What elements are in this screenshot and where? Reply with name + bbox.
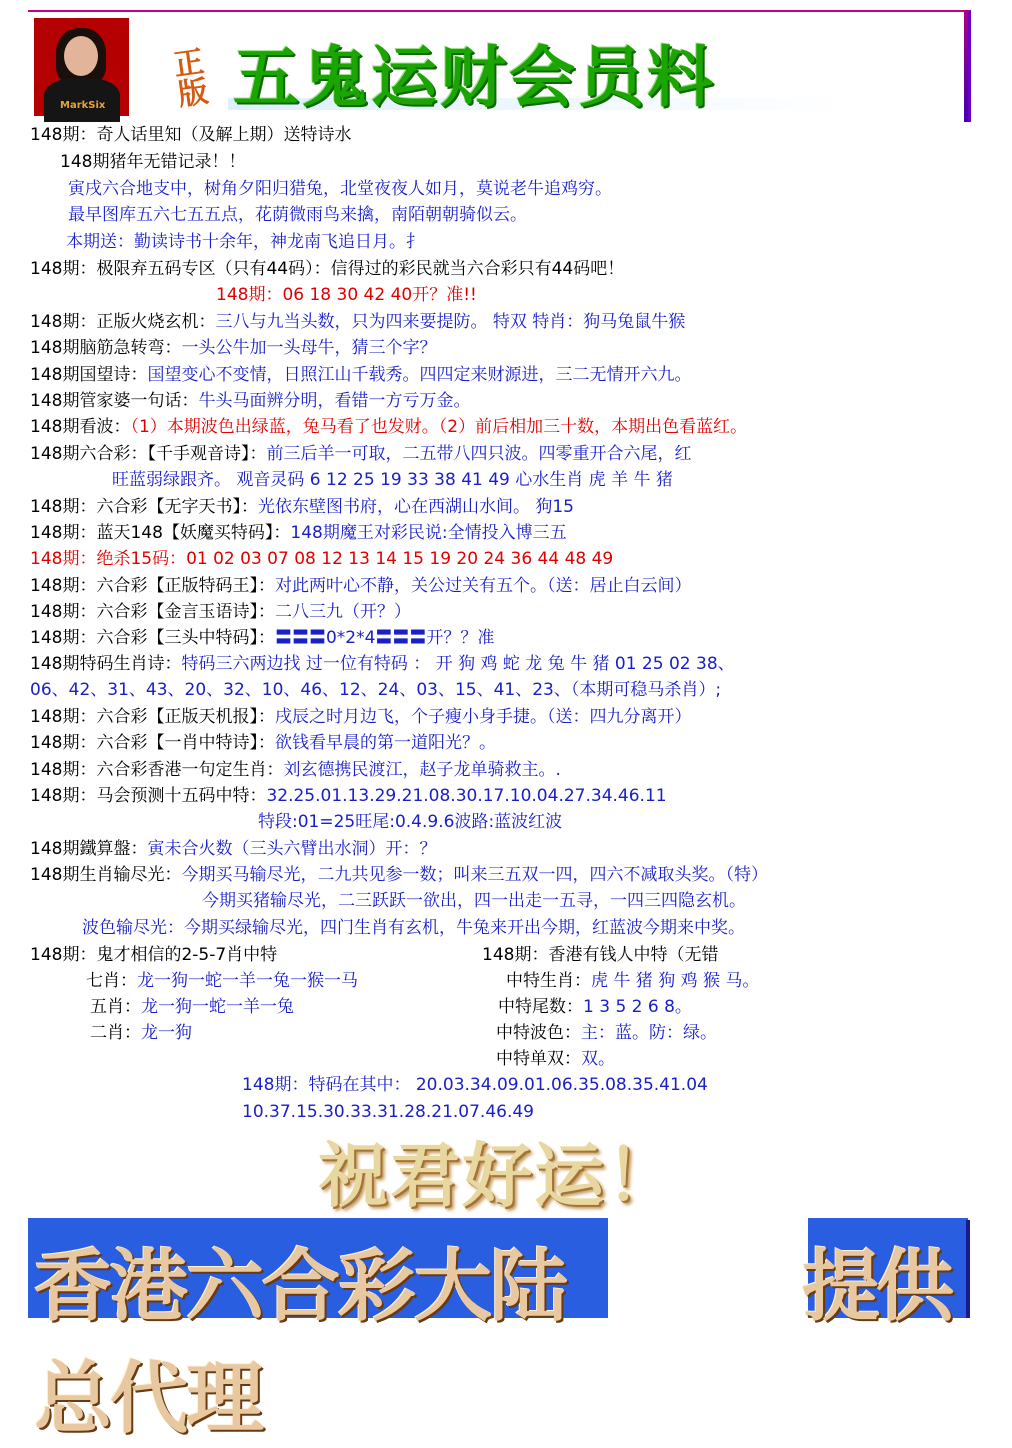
content-line [60, 151, 245, 173]
line-segment: 148期：正版火烧玄机： [30, 312, 216, 332]
line-segment: 148期：蓝天148【妖魔买特码】： [30, 523, 291, 543]
line-segment: 148期：马会预测十五码中特： [30, 786, 267, 806]
content-line [68, 178, 612, 200]
right-row-4 [496, 1048, 615, 1070]
right-row-2 [498, 996, 692, 1018]
content-line [30, 575, 691, 597]
content-line [30, 390, 470, 412]
content-line [30, 416, 747, 438]
content-line [30, 258, 624, 280]
line-segment: 对此两叶心不静，关公过关有五个。（送：居止白云间） [274, 576, 692, 596]
line-segment: 今期买猪输尽光，二三跃跃一欲出，四一出走一五寻，一四三四隐玄机。 [202, 891, 746, 911]
line-segment: 一头公牛加一头母牛，猜三个字？ [181, 338, 437, 358]
portrait-face [64, 36, 98, 76]
content-line [30, 337, 436, 359]
line-segment: 波色输尽光：今期买绿输尽光，四门生肖有玄机，牛兔来开出今期，红蓝波今期来中奖。 [82, 918, 745, 938]
content-line [66, 231, 423, 253]
content-line [258, 811, 562, 833]
right-row-label: 中特尾数： [498, 997, 583, 1017]
right-row-label: 中特单双： [496, 1049, 581, 1069]
content-line [30, 311, 685, 333]
content-line [202, 890, 746, 912]
content-line [82, 917, 745, 939]
left-row-value: 龙一狗一蛇一羊一兔 [141, 997, 294, 1017]
header-edge-bar [964, 10, 968, 122]
special-numbers-1: 20.03.34.09.01.06.35.08.35.41.04 [415, 1075, 708, 1095]
line-segment: 148期看波： [30, 417, 131, 437]
left-row-1 [86, 970, 358, 992]
line-segment: 148期：奇人话里知（及解上期）送特诗水 [30, 125, 352, 145]
content-line [30, 496, 574, 518]
line-segment: 〓〓〓0*2*4〓〓〓开？？准 [274, 628, 495, 648]
portrait-tag: MarkSix [60, 100, 106, 111]
line-segment: 最早图库五六七五五点，花荫微雨鸟来擒，南陌朝朝骑似云。 [68, 205, 527, 225]
left-row-3 [90, 1022, 192, 1043]
content-line [30, 522, 567, 544]
right-row-3 [496, 1022, 717, 1044]
line-segment: 148期：六合彩【一肖中特诗】： [30, 733, 275, 753]
content-line [30, 653, 735, 675]
content-line [30, 706, 691, 728]
footer-banner-right [802, 1218, 968, 1332]
content-line [30, 679, 721, 701]
content-line [30, 838, 436, 860]
line-segment: 148期管家婆一句话： [30, 391, 199, 411]
content-line [216, 284, 477, 306]
line-segment: 寅未合火数（三头六臂出水洞）开：？ [147, 839, 437, 859]
line-segment: 148期猪年无错记录！！ [60, 152, 246, 172]
left-row-label: 五肖： [90, 997, 141, 1017]
left-row-value: 龙一狗一蛇一羊一兔一猴一马 [137, 971, 358, 991]
content-line [30, 732, 496, 754]
line-segment: 148期：六合彩【无字天书】： [30, 497, 258, 517]
line-segment: 三八与九当头数，只为四来要提防。 特双 特肖：狗马兔鼠牛猴 [215, 312, 686, 332]
portrait-photo [34, 18, 129, 116]
header [28, 10, 970, 122]
content-line [30, 364, 691, 386]
content-line [30, 548, 613, 570]
line-segment: 148期：六合彩【金言玉语诗】： [30, 602, 275, 622]
line-segment: 本期送：勤读诗书十余年，神龙南飞追日月。扌 [66, 232, 423, 252]
content-line [30, 864, 768, 886]
line-segment: 今期买马输尽光，二九共见参一数；叫来三五双一四，四六不减取头奖。（特） [181, 865, 768, 885]
left-row-2 [90, 996, 294, 1018]
footer-left-text: 香港六合彩大陆总代理 [34, 1241, 567, 1444]
left-row-label: 二肖： [90, 1023, 141, 1043]
zhengban-badge: 正版 [171, 45, 207, 114]
line-segment: 148期：六合彩【正版天机报】： [30, 707, 275, 727]
line-segment: 148期：极限弃五码专区（只有44码）：信得过的彩民就当六合彩只有44码吧！ [30, 259, 625, 279]
line-segment: 148期魔王对彩民说:全情投入博三五 [290, 523, 567, 543]
right-row-value: 主：蓝。防：绿。 [581, 1023, 717, 1043]
right-row-label: 中特波色： [496, 1023, 581, 1043]
line-segment: 148期脑筋急转弯： [30, 338, 182, 358]
special-numbers-2: 10.37.15.30.33.31.28.21.07.46.49 [242, 1102, 534, 1122]
content-line [112, 469, 673, 491]
left-block-title: 148期：鬼才相信的2-5-7肖中特 [30, 945, 278, 965]
line-segment: 国望变心不变情，日照江山千载秀。四四定来财源进，三二无情开六九。 [147, 365, 692, 385]
line-segment: 148期：绝杀15码：01 02 03 07 08 12 13 14 15 19 20 24 36 44 48 49 [30, 549, 614, 569]
line-segment: 寅戌六合地支中，树角夕阳归猎兔，北堂夜夜人如月，莫说老牛追鸡穷。 [68, 179, 612, 199]
footer-banner-left [28, 1218, 608, 1444]
special-label: 148期：特码在其中： [242, 1075, 411, 1095]
left-row-value: 龙一狗 [141, 1023, 192, 1043]
line-segment: 32.25.01.13.29.21.08.30.17.10.04.27.34.46.11 [266, 786, 667, 806]
line-segment: 欲钱看早晨的第一道阳光？。 [274, 733, 496, 753]
line-segment: 光依东壁图书府，心在西湖山水间。 狗15 [257, 497, 574, 517]
right-row-label: 中特生肖： [506, 971, 591, 991]
line-segment: （1）本期波色出绿蓝，兔马看了也发财。（2）前后相加三十数，本期出色看蓝红。 [130, 417, 748, 437]
line-segment: 148期：六合彩香港一句定生肖： [30, 760, 284, 780]
line-segment: 148期六合彩：【千手观音诗】： [30, 444, 267, 464]
content-line [30, 627, 494, 649]
left-row-label: 七肖： [86, 971, 137, 991]
line-segment: 戌辰之时月边飞，个子瘦小身手捷。（送：四九分离开） [274, 707, 692, 727]
content-line [30, 601, 411, 623]
good-luck-banner: 祝君好运！ [318, 1134, 678, 1217]
line-segment: 旺蓝弱绿跟齐。 观音灵码 6 12 25 19 33 38 41 49 心水生肖 虎 羊 牛 猪 [112, 470, 673, 490]
special-line-1 [242, 1074, 708, 1096]
footer-edge-bar [966, 1220, 970, 1318]
line-segment: 148期：六合彩【三头中特码】： [30, 628, 275, 648]
content-line [30, 785, 667, 807]
line-segment: 特码三六两边找 过一位有特码 ： 开 狗 鸡 蛇 龙 兔 牛 猪 01 25 02 38、 [181, 654, 735, 674]
line-segment: 148期鐵算盤： [30, 839, 148, 859]
line-segment: 特段:01=25旺尾:0.4.9.6波路:蓝波红波 [258, 812, 563, 832]
content-line [30, 124, 351, 146]
line-segment: 148期生肖输尽光： [30, 865, 182, 885]
right-row-value: 1 3 5 2 6 8。 [583, 997, 692, 1017]
page-title: 五鬼运财会员料 [233, 38, 716, 116]
right-row-1 [506, 970, 759, 992]
line-segment: 148期特码生肖诗： [30, 654, 182, 674]
right-block-title: 148期：香港有钱人中特（无错 [482, 945, 719, 965]
line-segment: 前三后羊一可取，二五带八四只波。四零重开合六尾，红 [266, 444, 692, 464]
line-segment: 148期国望诗： [30, 365, 148, 385]
line-segment: 刘玄德携民渡江，赵子龙单骑救主。. [283, 760, 561, 780]
content-line [30, 443, 691, 465]
line-segment: 牛头马面辨分明，看错一方亏万金。 [198, 391, 471, 411]
footer-right-text: 提供 [802, 1241, 951, 1332]
right-row-value: 双。 [581, 1049, 615, 1069]
line-segment: 二八三九（开？） [274, 602, 411, 622]
right-row-value: 虎 牛 猪 狗 鸡 猴 马。 [591, 971, 760, 991]
content-line [30, 759, 561, 781]
content-line [68, 204, 527, 226]
line-segment: 06、42、31、43、20、32、10、46、12、24、03、15、41、23、（本期可稳马杀肖）; [30, 680, 722, 700]
line-segment: 148期：六合彩【正版特码王】： [30, 576, 275, 596]
line-segment: 148期：06 18 30 42 40开？准!! [216, 285, 477, 305]
